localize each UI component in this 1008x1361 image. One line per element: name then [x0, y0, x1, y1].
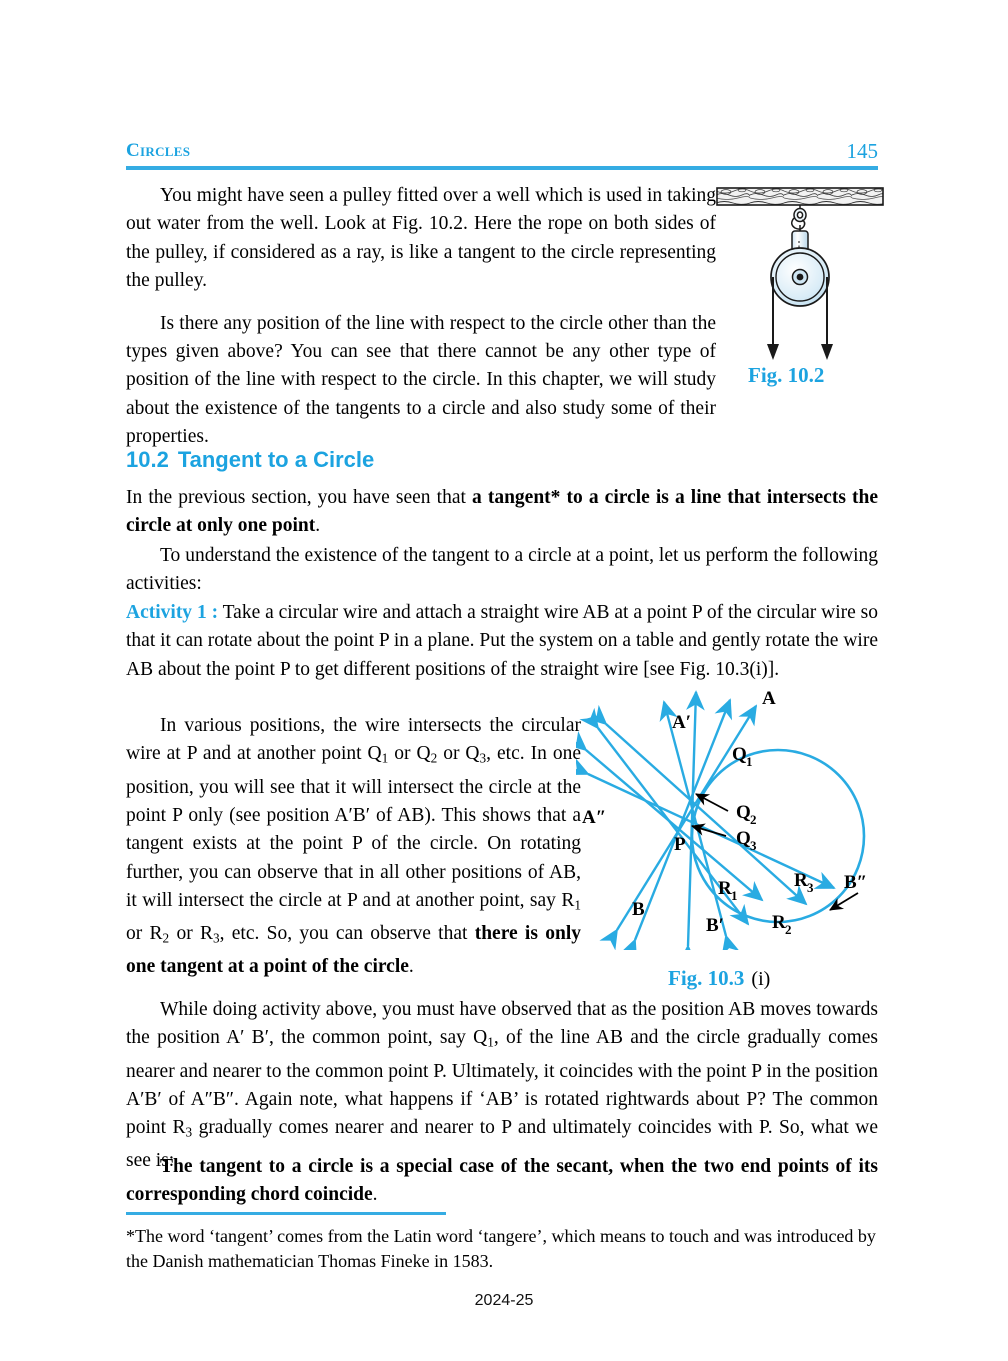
p6-end: . [408, 956, 414, 978]
paragraph-tangent-definition [126, 484, 878, 541]
paragraph-pulley-intro: You might have seen a pulley fitted over a well which is used in taking out water from the well. Look at Fig. 10.2. Here the rope on both sides of the pulley, if considered as a ray, is like a tangent to the circle representing the pulley. [126, 185, 716, 292]
p6-sub4: 1 [574, 897, 581, 913]
p7-c: gradually comes nearer and nearer to P and ultimately coincides with P. So, what we see is: [126, 1117, 878, 1172]
activity-1-block [126, 599, 878, 684]
paragraph-line-position: Is there any position of the line with respect to the circle other than the types given above? You can see that there cannot be any other type of position of the line with respect to the circle. In this chapter, we will study about the existence of the tangents to a circle and also study some of their properties. [126, 312, 716, 448]
conclusion-end: . [372, 1184, 378, 1206]
paragraph-activities-intro: To understand the existence of the tangent to a circle at a point, let us perform the following activities: [126, 545, 878, 595]
definition-block [126, 484, 878, 541]
label-P: P [674, 834, 686, 855]
p6-f: or R [169, 923, 213, 945]
figure-labels [582, 688, 867, 937]
rotating-line-rays [586, 692, 834, 946]
paragraph-conclusion [126, 1153, 878, 1210]
header-rule [126, 166, 878, 170]
pointer-arrows [692, 794, 858, 910]
p7-sub2: 3 [185, 1125, 193, 1141]
chapter-name: Circles [126, 140, 191, 161]
figure-10-3-roman: (i) [751, 968, 771, 990]
definition-tail: . [315, 515, 321, 537]
label-A-dprime: A″ [582, 807, 607, 828]
section-number: 10.2 [126, 447, 169, 472]
p6-g: , etc. So, you can observe that [219, 923, 475, 945]
wrapped-paragraph-block [126, 712, 581, 982]
observation-block [126, 996, 878, 1176]
conclusion-block [126, 1153, 878, 1210]
paragraph-observation [126, 996, 878, 1176]
figure-10-3-caption [668, 966, 770, 991]
label-R1-sub: 1 [731, 888, 738, 903]
label-Q3-sub: 3 [750, 838, 757, 853]
section-title: Tangent to a Circle [177, 447, 375, 472]
label-Q1: Q [732, 744, 747, 765]
p6-sub2: 2 [430, 751, 438, 767]
label-Q2-sub: 2 [750, 812, 757, 827]
figure-10-2-caption: Fig. 10.2 [748, 363, 825, 387]
p6-c: or Q [437, 743, 480, 765]
label-Q2: Q [736, 802, 751, 823]
p6-bold: there is only one tangent at a point of the circle [126, 923, 581, 978]
label-Q3: Q [736, 828, 751, 849]
label-B-prime: B′ [706, 915, 725, 936]
paragraph-positions [126, 712, 581, 982]
p6-sub6: 3 [212, 930, 220, 946]
p6-sub3: 3 [479, 751, 487, 767]
activity-1-body: Take a circular wire and attach a straight wire AB at a point P of the circular wire so that it can rotate about the point P in a plane. Put the system on a table and gently rotate the wire AB about the point P to get different positions of the straight wire [see Fig. 10.3(i)]. [126, 602, 878, 680]
label-A-prime: A′ [672, 712, 692, 733]
section-heading-10-2 [126, 447, 374, 473]
definition-lead: In the previous section, you have seen that [126, 487, 472, 508]
p6-d: , etc. In one position, you will see that it will intersect the circle at the point P only (see position A′B′ of AB). This shows that a tangent exists at the point P of the circle. On rotating further, you can observe that in all other positions of AB, it will intersect the circle at P and at another point, say R [126, 743, 581, 912]
ray-Q2 [635, 700, 730, 940]
label-R3: R [794, 870, 808, 891]
label-B-dprime: B″ [844, 872, 868, 893]
label-B: B [632, 899, 645, 920]
p6-sub1: 1 [381, 751, 389, 767]
label-A: A [762, 688, 776, 709]
footnote-text: *The word ‘tangent’ comes from the Latin word ‘tangere’, which means to touch and was introduced by the Danish mathematician Thomas Fineke in 1583. [126, 1226, 876, 1271]
figure-10-3-caption-text: Fig. 10.3 [668, 966, 745, 990]
activities-intro-block [126, 542, 878, 599]
body-column [126, 182, 878, 452]
figure-10-3-tangent-diagram [576, 678, 884, 950]
definition-bold: a tangent* to a circle is a line that intersects the circle at only one point [126, 487, 878, 537]
label-Q1-sub: 1 [746, 754, 753, 769]
label-R2-sub: 2 [785, 922, 792, 937]
activity-1-label: Activity 1 : [126, 602, 219, 623]
label-R2: R [772, 912, 786, 933]
paragraph-activity-1 [126, 599, 878, 684]
label-R1: R [718, 878, 732, 899]
footnote-rule [126, 1212, 446, 1215]
label-R3-sub: 3 [807, 880, 814, 895]
p7-b: , of the line AB and the circle gradually comes nearer and nearer to the common point P. Ultimately, it coincides with the point P in the position A′B′ of A″B″. Again note, what happens if ‘AB’ is rotated rightwards about P? The common point R [126, 1027, 878, 1139]
p7-sub1: 1 [487, 1035, 494, 1051]
running-head [126, 140, 878, 166]
conclusion-bold: The tangent to a circle is a special case of the secant, when the two end points of its corresponding chord coincide [126, 1156, 878, 1206]
footer-year: 2024-25 [474, 1292, 534, 1309]
p6-sub5: 2 [162, 930, 170, 946]
page-number: 145 [846, 139, 878, 163]
p6-b: or Q [388, 743, 431, 765]
p7-a: While doing activity above, you must have observed that as the position AB moves towards the position A′ B′, the common point, say Q [126, 999, 878, 1049]
p6-a: In various positions, the wire intersects the circular wire at P and at another point Q [126, 715, 581, 765]
p6-e: or R [126, 923, 163, 945]
ray-R1 [586, 750, 762, 900]
